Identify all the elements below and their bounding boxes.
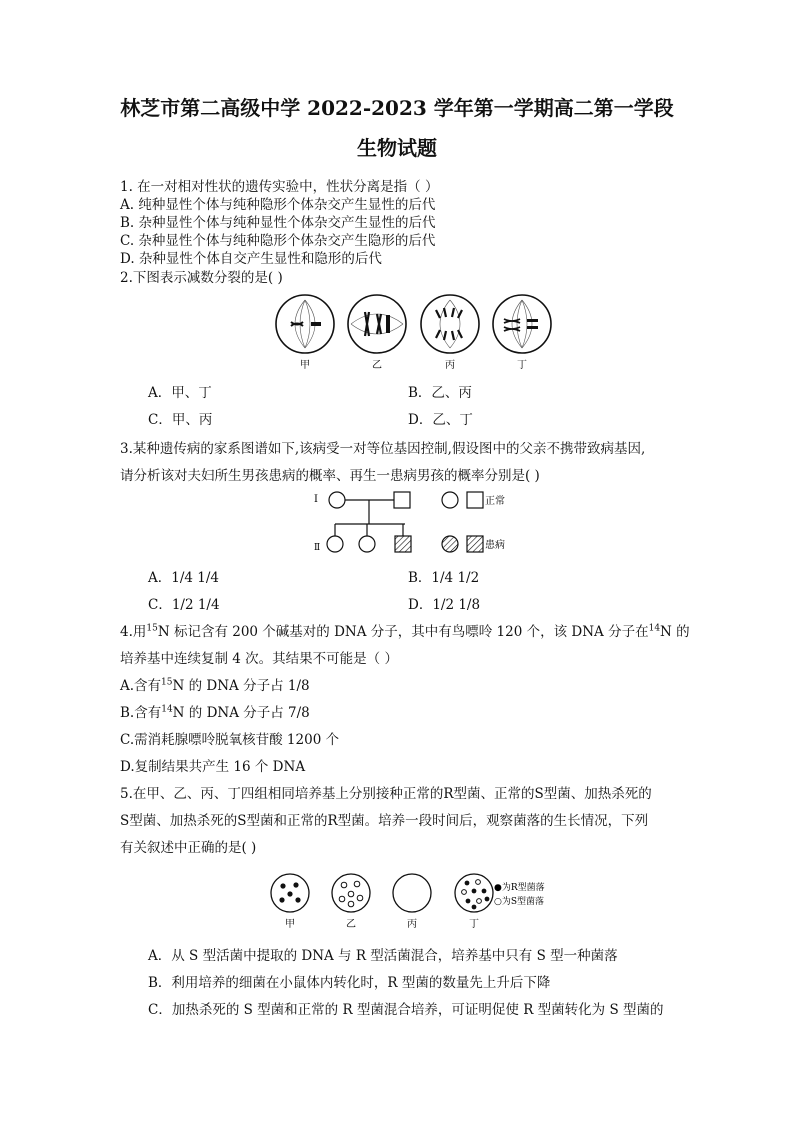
q1-option-a: A. 纯种显性个体与纯种隐形个体杂交产生显性的后代 xyxy=(120,197,436,213)
petri-dish-figure xyxy=(268,870,568,932)
pedigree-daughter-2 xyxy=(359,536,375,552)
generation-I-label: Ⅰ xyxy=(314,494,318,505)
page-title: 林芝市第二高级中学 2022-2023 学年第一学期高二第一学段 xyxy=(120,96,674,120)
q4-option-b: B.含有$^{14}$N 的 DNA 分子占 7/8 xyxy=(120,704,310,721)
legend-normal: 正常 xyxy=(485,496,505,507)
page-subtitle: 生物试题 xyxy=(357,136,437,160)
q2-option-d: D．乙、丁 xyxy=(408,412,473,428)
dish-label-ding: 丁 xyxy=(469,919,479,930)
q2-stem: 2.下图表示减数分裂的是( ) xyxy=(120,270,283,286)
q5-stem-line1: 5.在甲、乙、丙、丁四组相同培养基上分别接种正常的R型菌、正常的S型菌、加热杀死的 xyxy=(120,786,652,802)
pedigree-affected-son xyxy=(395,536,411,552)
cell-label-ding: 丁 xyxy=(517,360,527,371)
cell-division-figure xyxy=(270,290,570,372)
q5-option-b: B．利用培养的细菌在小鼠体内转化时，R 型菌的数量先上升后下降 xyxy=(148,975,551,991)
q2-option-c: C．甲、丙 xyxy=(148,412,213,428)
legend-s-colony: ○为S型菌落 xyxy=(494,897,545,907)
pedigree-father xyxy=(394,492,410,508)
cell-label-jia: 甲 xyxy=(300,360,310,371)
legend-affected: 患病 xyxy=(485,540,505,551)
cell-label-yi: 乙 xyxy=(372,360,382,371)
cell-label-bing: 丙 xyxy=(445,360,455,371)
cell-ding xyxy=(493,295,551,353)
generation-II-label: Ⅱ xyxy=(314,543,321,553)
q3-option-d: D．1/2 1/8 xyxy=(408,597,481,613)
cell-bing xyxy=(421,295,479,353)
q4-option-d: D.复制结果共产生 16 个 DNA xyxy=(120,759,306,775)
pedigree-daughter-1 xyxy=(327,536,343,552)
q3-option-b: B．1/4 1/2 xyxy=(408,570,480,586)
q3-option-c: C．1/2 1/4 xyxy=(148,597,220,613)
q3-stem-line1: 3.某种遗传病的家系图谱如下,该病受一对等位基因控制,假设图中的父亲不携带致病基因, xyxy=(120,441,646,457)
cell-jia xyxy=(276,295,334,353)
q3-option-a: A．1/4 1/4 xyxy=(148,570,219,586)
q1-option-b: B. 杂种显性个体与纯种显性个体杂交产生显性的后代 xyxy=(120,215,436,231)
q5-option-a: A．从 S 型活菌中提取的 DNA 与 R 型活菌混合，培养基中只有 S 型一种菌落 xyxy=(148,948,618,964)
dish-bing xyxy=(393,874,431,912)
q4-stem-line1: 4.用$^{15}$N 标记含有 200 个碱基对的 DNA 分子，其中有鸟嘌呤 120 个，该 DNA 分子在$^{14}$N 的 xyxy=(120,623,690,640)
q2-option-a: A．甲、丁 xyxy=(148,385,212,401)
q4-option-a: A.含有$^{15}$N 的 DNA 分子占 1/8 xyxy=(120,677,310,694)
cell-yi xyxy=(348,295,406,353)
pedigree-chart xyxy=(310,488,540,560)
legend-r-colony: ●为R型菌落 xyxy=(494,883,545,893)
q1-option-d: D. 杂种显性个体自交产生显性和隐形的后代 xyxy=(120,251,382,267)
dish-label-jia: 甲 xyxy=(285,919,295,930)
pedigree-mother xyxy=(329,492,345,508)
q5-stem-line3: 有关叙述中正确的是( ) xyxy=(120,840,257,856)
q4-option-c: C.需消耗腺嘌呤脱氧核苷酸 1200 个 xyxy=(120,732,340,748)
q1-option-c: C. 杂种显性个体与纯种隐形个体杂交产生隐形的后代 xyxy=(120,233,436,249)
q5-stem-line2: S型菌、加热杀死的S型菌和正常的R型菌。培养一段时间后，观察菌落的生长情况，下列 xyxy=(120,813,649,829)
q3-stem-line2: 请分析该对夫妇所生男孩患病的概率、再生一患病男孩的概率分别是( ) xyxy=(120,468,540,484)
q4-stem-line2: 培养基中连续复制 4 次。其结果不可能是（ ） xyxy=(120,651,398,667)
dish-label-bing: 丙 xyxy=(407,919,417,930)
q1-stem: 1. 在一对相对性状的遗传实验中，性状分离是指（ ） xyxy=(120,179,439,195)
q5-option-c: C．加热杀死的 S 型菌和正常的 R 型菌混合培养，可证明促使 R 型菌转化为 S 型菌的 xyxy=(148,1002,664,1018)
dish-label-yi: 乙 xyxy=(346,919,356,930)
q2-option-b: B．乙、丙 xyxy=(408,385,472,401)
